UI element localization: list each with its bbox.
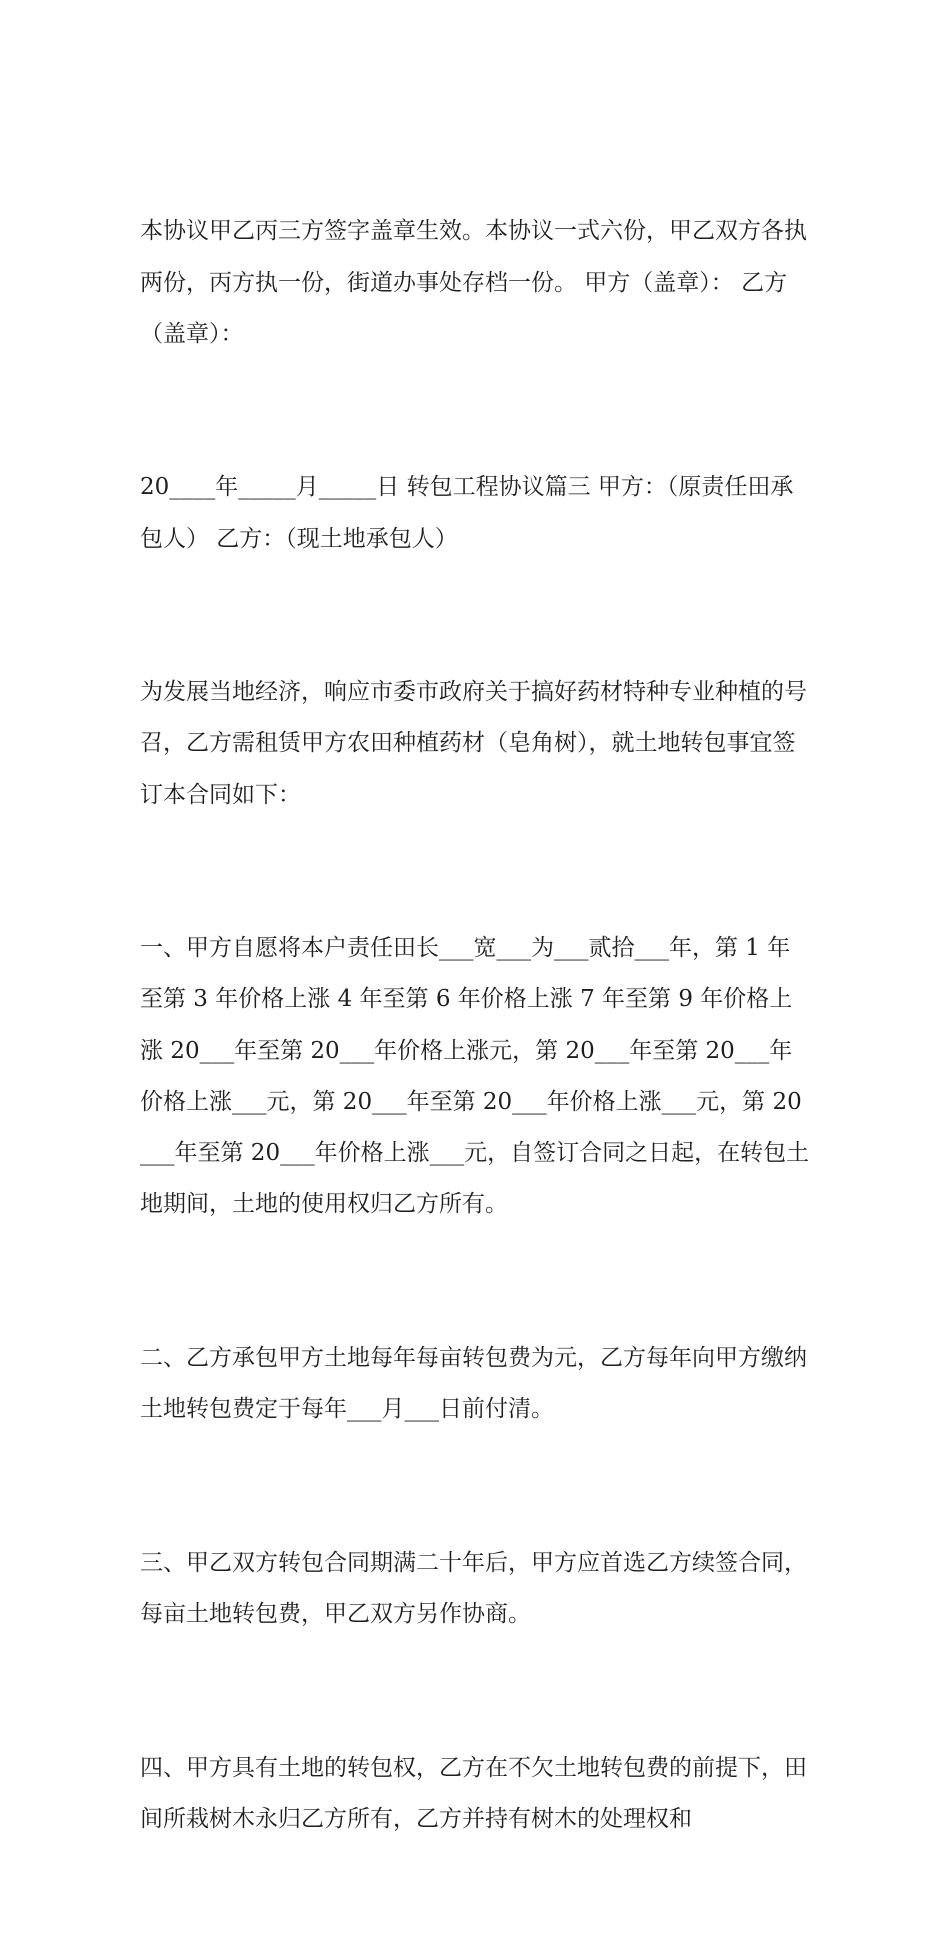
paragraph-clause-2: 二、乙方承包甲方土地每年每亩转包费为元，乙方每年向甲方缴纳土地转包费定于每年___月___日前付清。	[140, 1344, 807, 1423]
paragraph-purpose: 为发展当地经济，响应市委市政府关于搞好药材特种专业种植的号召，乙方需租赁甲方农田种植药材（皂角树），就土地转包事宜签订本合同如下：	[140, 679, 807, 808]
paragraph-clause-1: 一、甲方自愿将本户责任田长___宽___为___贰拾___年，第 1 年至第 3 年价格上涨 4 年至第 6 年价格上涨 7 年至第 9 年价格上涨 20___年至第 20___年价格上涨元，第 20___年至第 20___年价格上涨___元，第 20___年至第 20___年价格上涨___元，第 20___年至第 20___年价格上涨___元，自签订合同之日起，在转包土地期间，土地的使用权归乙方所有。	[140, 935, 810, 1218]
paragraph-clause-3: 三、甲乙双方转包合同期满二十年后，甲方应首选乙方续签合同，每亩土地转包费，甲乙双方另作协商。	[140, 1549, 807, 1627]
document-body	[140, 104, 812, 1947]
paragraph-signing-effect: 本协议甲乙丙三方签字盖章生效。本协议一式六份，甲乙双方各执两份，丙方执一份，街道办事处存档一份。 甲方（盖章）： 乙方（盖章）：	[140, 218, 807, 347]
paragraph-clause-4: 四、甲方具有土地的转包权，乙方在不欠土地转包费的前提下，田间所栽树木永归乙方所有，乙方并持有树木的处理权和	[140, 1754, 807, 1832]
paragraph-date-parties: 20____年_____月_____日 转包工程协议篇三 甲方：（原责任田承包人） 乙方：（现土地承包人）	[140, 474, 794, 552]
